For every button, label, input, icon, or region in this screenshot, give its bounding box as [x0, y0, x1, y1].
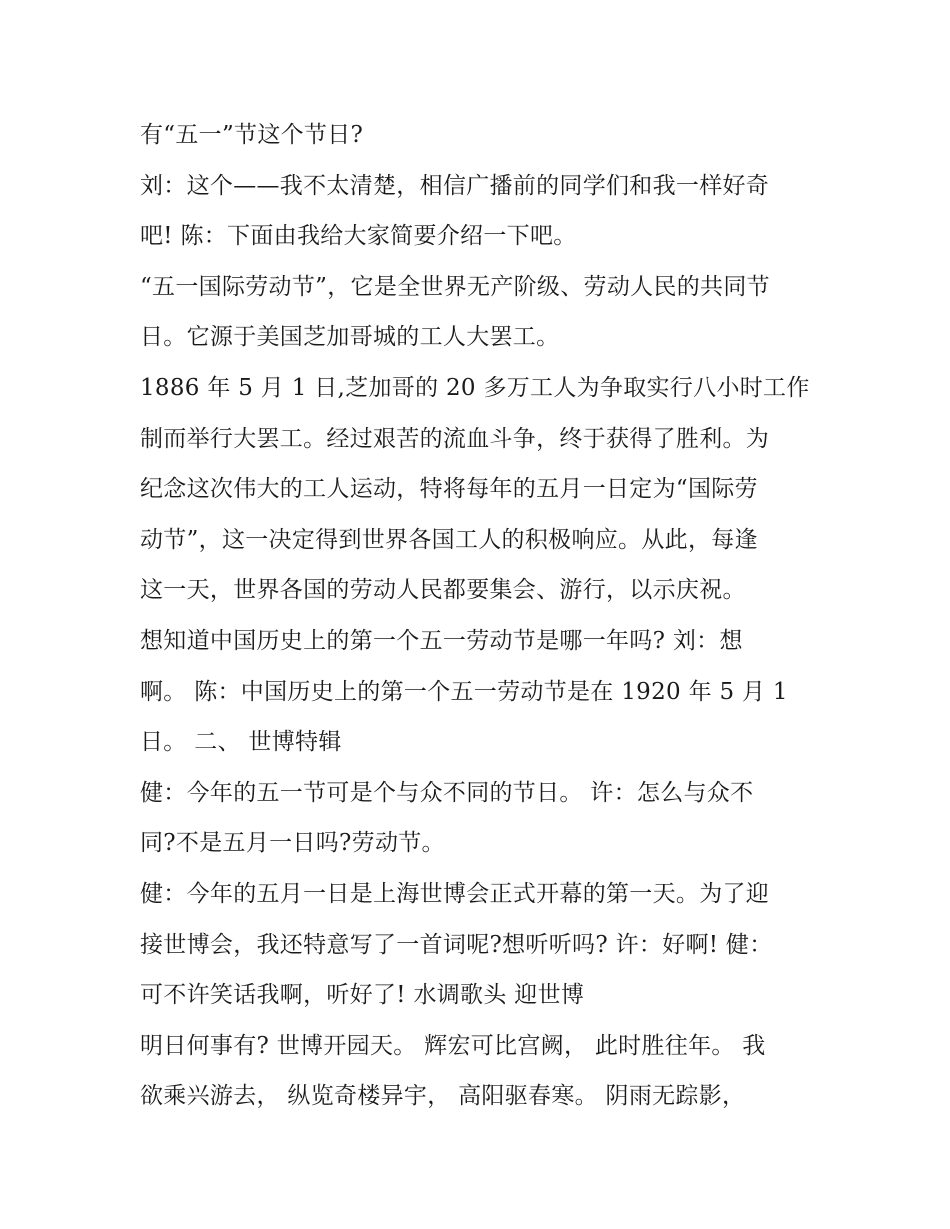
text-line: 啊。 陈：中国历史上的第一个五一劳动节是在 1920 年 5 月 1 — [140, 678, 788, 705]
poem-line: 明日何事有? 世博开园天。 辉宏可比宫阙， 此时胜往年。 我 — [140, 1032, 766, 1059]
text-line: 纪念这次伟大的工人运动，特将每年的五月一日定为“国际劳 — [140, 476, 758, 503]
section-heading-line: 日。 二、 世博特辑 — [140, 729, 342, 756]
text-line: 刘：这个——我不太清楚，相信广播前的同学们和我一样好奇 — [140, 172, 770, 199]
text-line: 日。它源于美国芝加哥城的工人大罢工。 — [140, 324, 560, 351]
poem-line: 欲乘兴游去， 纵览奇楼异宇， 高阳驱春寒。 阴雨无踪影， — [140, 1083, 746, 1110]
text-line: “五一国际劳动节”，它是全世界无产阶级、劳动人民的共同节 — [140, 273, 770, 300]
text-line: 健：今年的五一节可是个与众不同的节日。 许：怎么与众不 — [140, 779, 754, 806]
text-line: 这一天，世界各国的劳动人民都要集会、游行，以示庆祝。 — [140, 577, 746, 604]
text-line: 接世博会，我还特意写了一首词呢?想听听吗? 许：好啊! 健： — [140, 931, 773, 958]
document-body — [140, 110, 820, 1122]
text-line: 健：今年的五月一日是上海世博会正式开幕的第一天。为了迎 — [140, 880, 770, 907]
text-line: 有“五一”节这个节日? — [140, 122, 364, 148]
text-line: 同?不是五月一日吗?劳动节。 — [140, 830, 445, 857]
text-line: 1886 年 5 月 1 日,芝加哥的 20 多万工人为争取实行八小时工作 — [140, 374, 810, 401]
text-line: 动节”，这一决定得到世界各国工人的积极响应。从此，每逢 — [140, 526, 758, 553]
text-line: 可不许笑话我啊，听好了! 水调歌头 迎世博 — [140, 982, 585, 1009]
text-line: 想知道中国历史上的第一个五一劳动节是哪一年吗? 刘：想 — [140, 627, 743, 654]
text-line: 制而举行大罢工。经过艰苦的流血斗争，终于获得了胜利。为 — [140, 425, 770, 452]
text-line: 吧! 陈：下面由我给大家简要介绍一下吧。 — [140, 223, 577, 250]
